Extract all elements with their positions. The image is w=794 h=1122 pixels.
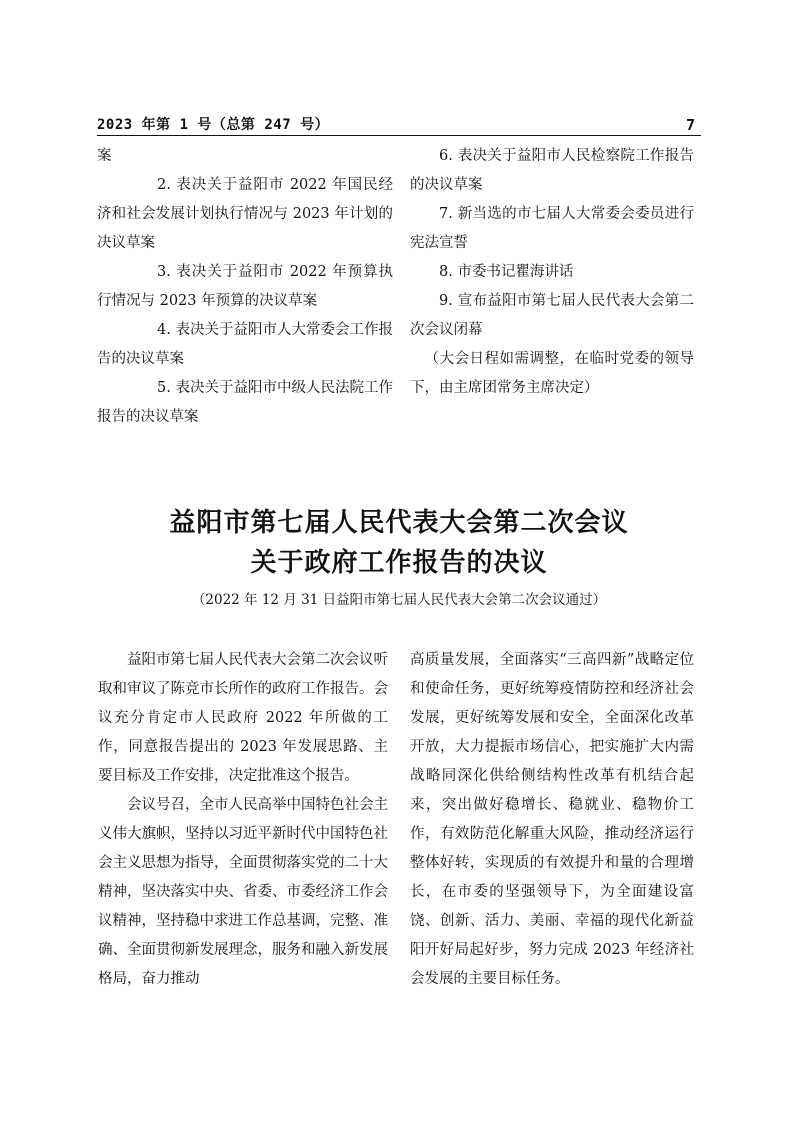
agenda-note: （大会日程如需调整，在临时党委的领导下，由主席团常务主席决定）	[410, 351, 694, 396]
resolution-title-line2: 关于政府工作报告的决议	[250, 548, 548, 578]
resolution-right-column	[410, 646, 694, 994]
agenda-left-column	[97, 142, 393, 432]
page-number: 7	[685, 116, 695, 134]
agenda-item: 4. 表决关于益阳市人大常委会工作报告的决议草案	[97, 322, 393, 367]
resolution-paragraph-continued: 高质量发展，全面落实“三高四新”战略定位和使命任务，更好统筹疫情防控和经济社会发展，更好统筹发展和安全，全面深化改革开放，大力提振市场信心，把实施扩大内需战略同深化供给侧结构性改革有机结合起来，突出做好稳增长、稳就业、稳物价工作，有效防范化解重大风险，推动经济运行整体好转，实现质的有效提升和量的合理增长，在市委的坚强领导下，为全面建设富饶、创新、活力、美丽、幸福的现代化新益阳开好局起好步，努力完成 2023 年经济社会发展的主要目标任务。	[410, 652, 694, 987]
header-rule	[97, 135, 701, 136]
agenda-item: 7. 新当选的市七届人大常委会委员进行宪法宣誓	[410, 206, 694, 251]
resolution-left-column	[98, 646, 388, 994]
resolution-title-line1: 益阳市第七届人民代表大会第二次会议	[169, 508, 629, 538]
resolution-paragraph: 益阳市第七届人民代表大会第二次会议听取和审议了陈竞市长所作的政府工作报告。会议充分肯定市人民政府 2022 年所做的工作，同意报告提出的 2023 年发展思路、主要目标及工作安排，决定批准这个报告。	[98, 652, 388, 784]
resolution-subtitle: （2022 年 12 月 31 日益阳市第七届人民代表大会第二次会议通过）	[191, 592, 607, 608]
agenda-item: 9. 宣布益阳市第七届人民代表大会第二次会议闭幕	[410, 293, 694, 338]
agenda-item: 3. 表决关于益阳市 2022 年预算执行情况与 2023 年预算的决议草案	[97, 264, 393, 309]
agenda-item: 6. 表决关于益阳市人民检察院工作报告的决议草案	[410, 148, 694, 193]
page-header	[97, 116, 701, 136]
agenda-right-column	[410, 142, 694, 403]
agenda-item: 5. 表决关于益阳市中级人民法院工作报告的决议草案	[97, 380, 393, 425]
resolution-paragraph: 会议号召，全市人民高举中国特色社会主义伟大旗帜，坚持以习近平新时代中国特色社会主义思想为指导，全面贯彻落实党的二十大精神，坚决落实中央、省委、市委经济工作会议精神，坚持稳中求进工作总基调，完整、准确、全面贯彻新发展理念，服务和融入新发展格局，奋力推动	[98, 797, 388, 987]
agenda-item-continuation: 案	[97, 148, 112, 164]
resolution-title	[97, 503, 701, 583]
issue-label: 2023 年第 1 号（总第 247 号）	[97, 117, 330, 133]
agenda-item: 2. 表决关于益阳市 2022 年国民经济和社会发展计划执行情况与 2023 年计划的决议草案	[97, 177, 393, 251]
agenda-item: 8. 市委书记瞿海讲话	[439, 264, 574, 280]
